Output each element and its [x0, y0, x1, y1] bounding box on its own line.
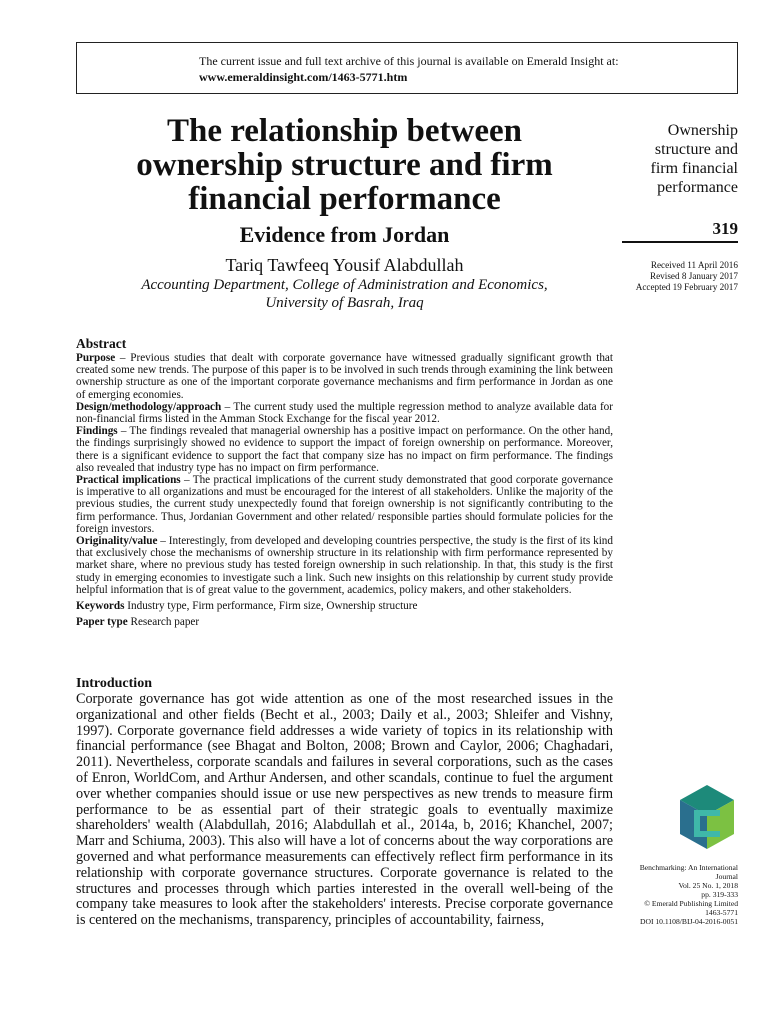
date-accepted: Accepted 19 February 2017	[635, 282, 738, 292]
journal-line: pp. 319-333	[701, 890, 738, 899]
journal-line: Vol. 25 No. 1, 2018	[678, 881, 738, 890]
article-title	[76, 114, 613, 216]
abstract-purpose	[76, 352, 613, 401]
introduction-text: Corporate governance has got wide attention as one of the most researched issues in the organizational and other fields (Becht et al., 2003; Daily et al., 2003; Shleifer and Vishny, 1997). Corporate governance field addresses a wide variety of topics in its relationship with financial performance (see Bhagat and Bolton, 2008; Brown and Caylor, 2006; Chaghadari, 2011). Nevertheless, corporate scandals and failures in several corporations, such as the cases of Enron, WorldCom, and Arthur Andersen, and other scandals, continue to fuel the argument over whether companies should issue or use new perspectives as new trends to measure firm performance to be as essential part of their strategic goals to eventually maximize shareholders' wealth (Alabdullah, 2016; Alabdullah et al., 2014a, b, 2016; Khanchel, 2007; Marr and Schiuma, 2003). This also will have a lot of concerns about the way corporations are governed and what performance measurements can effectively reflect firm performance in its relationship with corporate governance structures. Corporate governance is related to the structures and processes through which parties interested in the overall well-being of the company take measures to look after the stakeholders' interests. Precise corporate governance is centered on the mechanisms, transparency, principles of accountability, fairness,	[76, 691, 613, 929]
abstract-findings	[76, 425, 613, 474]
section-text: – The practical implications of the current study demonstrated that good corporate governance is imperative to all organizations and must be encouraged for the interest of all stakeholders. Unlike the majority of the previous studies, the current study unexpectedly found that foreign ownership is not significantly contributing to the firm performance. Thus, Jordanian Government and other related/ responsible parties should formulate policies for the foreign investors.	[76, 474, 613, 535]
section-label: Practical implications	[76, 474, 181, 487]
abstract-implications	[76, 474, 613, 535]
date-revised: Revised 8 January 2017	[649, 271, 738, 281]
archive-banner	[76, 42, 738, 94]
keywords	[76, 600, 613, 612]
title-line: ownership structure and firm	[136, 147, 553, 183]
section-text: – Interestingly, from developed and developing countries perspective, the study is the first of its kind that exclusively chose the mechanisms of ownership structure in its relationship with firm performance represented by market share, where no previous study has tested foreign ownership in such relationship. In that, this study is the first study in emerging economies to investigate such a link. Such new insights on this relationship by current study provide helpful information that is of great value to the government, academics, policy makers, and other stakeholders.	[76, 535, 613, 596]
section-text: – The findings revealed that managerial ownership has a positive impact on performance. On the other hand, the findings surprisingly showed no evidence to support the impact of foreign ownership on performance. Moreover, there is a significant evidence to support the fact that company size has no impact on firm performance. The findings also revealed that industry type has no impact on firm performance.	[76, 425, 613, 474]
section-label: Purpose	[76, 352, 116, 364]
journal-line: 1463-5771	[705, 908, 738, 917]
archive-notice: The current issue and full text archive of this journal is available on Emerald Insight at:	[199, 54, 619, 68]
page-number-rule	[622, 241, 738, 243]
abstract-heading: Abstract	[76, 336, 127, 351]
abstract-body	[76, 352, 613, 628]
article-subtitle: Evidence from Jordan	[239, 222, 450, 247]
keywords-label: Keywords	[76, 600, 125, 613]
journal-line: Journal	[715, 872, 738, 881]
section-text: – The current study used the multiple regression method to analyze available data for non-financial firms listed in the Amman Stock Exchange for the fiscal year 2012.	[76, 400, 613, 426]
abstract-originality	[76, 535, 613, 596]
archive-url[interactable]: www.emeraldinsight.com/1463-5771.htm	[199, 70, 408, 84]
journal-line: Benchmarking: An International	[639, 863, 738, 872]
page-number: 319	[712, 219, 738, 238]
paper-type-label: Paper type	[76, 616, 128, 629]
abstract-design	[76, 401, 613, 425]
emerald-logo-icon	[676, 783, 738, 853]
submission-dates	[588, 260, 738, 293]
introduction-heading: Introduction	[76, 676, 152, 691]
paper-type-text: Research paper	[127, 616, 200, 629]
affiliation-line: University of Basrah, Iraq	[265, 295, 424, 311]
running-head-line: Ownership	[667, 122, 738, 139]
title-line: financial performance	[188, 181, 501, 217]
keywords-text: Industry type, Firm performance, Firm size, Ownership structure	[124, 600, 418, 613]
affiliation-line: Accounting Department, College of Administration and Economics,	[141, 277, 548, 293]
author-affiliation	[76, 276, 613, 312]
section-label: Design/methodology/approach	[76, 400, 222, 413]
running-head-line: firm financial	[650, 160, 738, 177]
section-label: Originality/value	[76, 535, 158, 548]
journal-line: © Emerald Publishing Limited	[644, 899, 738, 908]
date-received: Received 11 April 2016	[650, 260, 738, 270]
section-label: Findings	[76, 425, 118, 438]
author-name: Tariq Tawfeeq Yousif Alabdullah	[225, 255, 464, 275]
journal-info	[618, 863, 738, 926]
title-line: The relationship between	[166, 113, 523, 149]
running-head-line: performance	[657, 179, 738, 196]
running-head	[608, 121, 738, 197]
running-head-line: structure and	[654, 141, 738, 158]
section-text: – Previous studies that dealt with corporate governance have witnessed gradually significant growth that created some new trends. The purpose of this paper is to be involved in such trends through examining the link between ownership structure as one of the important corporate governance mechanisms and firm performance in Jordan as one of emerging economies.	[76, 352, 613, 401]
paper-type	[76, 616, 613, 628]
journal-doi[interactable]: DOI 10.1108/BIJ-04-2016-0051	[639, 917, 738, 926]
